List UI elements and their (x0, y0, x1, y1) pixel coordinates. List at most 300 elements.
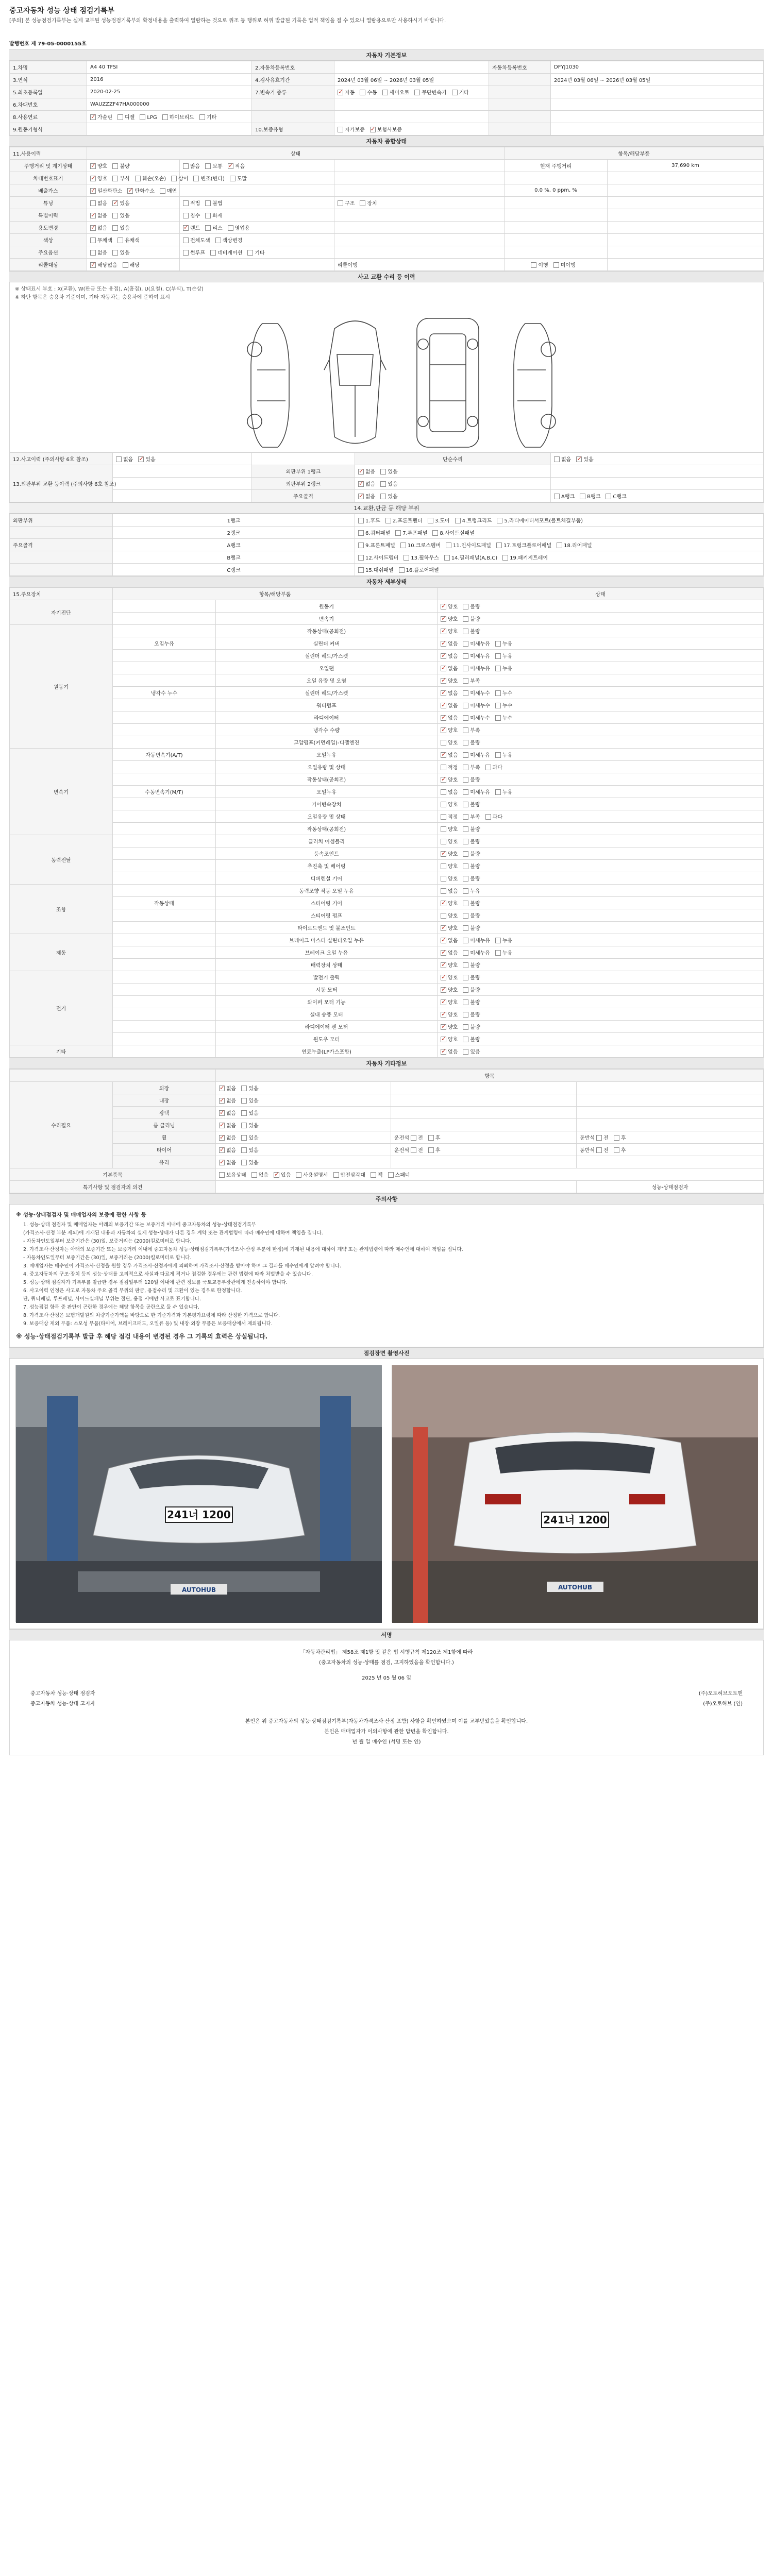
table-row (10, 637, 764, 650)
status-options (438, 984, 764, 996)
checkbox-option[interactable] (463, 963, 480, 969)
checkbox-option[interactable] (441, 988, 458, 993)
checkbox-icon (463, 814, 468, 820)
row-label: 내장 (113, 1094, 216, 1107)
checkbox-option[interactable] (385, 518, 423, 524)
checkbox-option[interactable] (463, 617, 480, 622)
detail-part: 작동상태(공회전) (216, 823, 438, 835)
checkbox-option[interactable] (495, 654, 512, 659)
checkbox-option[interactable] (247, 250, 264, 256)
checkbox-option[interactable] (463, 679, 480, 684)
checkbox-option[interactable] (441, 716, 458, 721)
checkbox-option[interactable] (395, 531, 427, 536)
checkbox-option[interactable] (90, 238, 112, 244)
field-value: DFYJ1030 (551, 61, 764, 74)
detail-part: 작동상태(공회전) (216, 773, 438, 786)
checkbox-option[interactable] (495, 951, 512, 956)
checkbox-option[interactable] (441, 864, 458, 870)
checkbox-option[interactable] (463, 864, 480, 870)
checkbox-option[interactable] (358, 518, 380, 524)
detail-part: 실린더 헤드/가스켓 (216, 650, 438, 662)
checkbox-option[interactable] (160, 189, 177, 194)
checkbox-option[interactable] (219, 1148, 236, 1154)
checkbox-option[interactable] (531, 263, 548, 268)
checkbox-option[interactable] (463, 913, 480, 919)
checkbox-option[interactable] (596, 1148, 609, 1154)
checkbox-option[interactable] (441, 765, 458, 771)
checkbox-option[interactable] (404, 555, 439, 561)
checkbox-option[interactable] (614, 1136, 626, 1141)
checkbox-option[interactable] (441, 926, 458, 931)
checkbox-icon (463, 715, 468, 721)
checkbox-option[interactable] (485, 815, 502, 820)
checkbox-option[interactable] (441, 852, 458, 857)
checkbox-option[interactable] (205, 226, 222, 231)
status-options (334, 234, 505, 246)
checkbox-option[interactable] (358, 469, 375, 475)
checkbox-option[interactable] (140, 115, 157, 121)
checkbox-option[interactable] (463, 753, 490, 758)
checkbox-label: 구조 (345, 201, 355, 207)
checkbox-option[interactable] (116, 457, 133, 463)
checkbox-option[interactable] (485, 765, 502, 771)
table-row (10, 761, 764, 773)
status-options (438, 1021, 764, 1033)
detail-sub (113, 1033, 216, 1045)
checkbox-option[interactable] (441, 703, 458, 709)
checkbox-option[interactable] (370, 127, 402, 133)
checkbox-option[interactable] (90, 115, 112, 121)
checkbox-icon (441, 690, 446, 696)
checkbox-option[interactable] (380, 482, 397, 487)
checkbox-option[interactable] (371, 1173, 383, 1178)
checkbox-option[interactable] (171, 176, 188, 182)
checkbox-option[interactable] (557, 543, 592, 549)
checkbox-option[interactable] (251, 1173, 268, 1178)
checkbox-option[interactable] (441, 802, 458, 808)
checkbox-option[interactable] (358, 555, 398, 561)
checkbox-icon (495, 789, 501, 795)
checkbox-option[interactable] (441, 777, 458, 783)
checkbox-icon (441, 752, 446, 758)
checkbox-option[interactable] (411, 1148, 423, 1154)
checkbox-option[interactable] (441, 1025, 458, 1030)
checkbox-option[interactable] (463, 926, 480, 931)
checkbox-option[interactable] (228, 164, 245, 170)
detail-part: 오일유량 및 상태 (216, 810, 438, 823)
checkbox-option[interactable] (463, 975, 480, 981)
checkbox-icon (205, 200, 211, 206)
checkbox-label: 누유 (502, 641, 513, 647)
checkbox-option[interactable] (463, 703, 490, 709)
checkbox-icon (463, 863, 468, 869)
checkbox-option[interactable] (199, 115, 216, 121)
checkbox-option[interactable] (358, 568, 394, 573)
checkbox-option[interactable] (274, 1173, 291, 1178)
checkbox-option[interactable] (219, 1111, 236, 1116)
checkbox-icon (463, 1012, 468, 1018)
checkbox-option[interactable] (117, 238, 140, 244)
row-label: 12.사고이력 (주의사항 6호 참조) (10, 453, 113, 465)
checkbox-option[interactable] (358, 482, 375, 487)
checkbox-icon (296, 1172, 301, 1178)
checkbox-icon (485, 814, 491, 820)
checkbox-icon (495, 690, 501, 696)
detail-sub: 오일누유 (113, 637, 216, 650)
checkbox-option[interactable] (135, 176, 166, 182)
checkbox-option[interactable] (463, 815, 480, 820)
checkbox-option[interactable] (614, 1148, 626, 1154)
checkbox-option[interactable] (495, 703, 512, 709)
checkbox-option[interactable] (219, 1086, 236, 1092)
checkbox-option[interactable] (127, 189, 155, 194)
checkbox-option[interactable] (553, 263, 576, 268)
checkbox-option[interactable] (183, 201, 200, 207)
checkbox-option[interactable] (219, 1173, 246, 1178)
caution-line: 2. 가격조사·산정자는 아래의 보증기간 또는 보증거리 이내에 중고자동차 성능·상태점검기록부(가격조사·산정 부분에 한정)에 기재된 내용에 대하여 계약 또는 관계법령에 따라 매수인에 대하여 책임을 집니다. (23, 1247, 463, 1252)
checkbox-option[interactable] (441, 666, 458, 672)
checkbox-option[interactable] (463, 938, 490, 944)
parts-rank: B랭크 (113, 551, 355, 564)
checkbox-option[interactable] (441, 963, 458, 969)
checkbox-option[interactable] (90, 213, 107, 219)
detail-sub (113, 724, 216, 736)
checkbox-option[interactable] (495, 716, 512, 721)
checkbox-option[interactable] (463, 666, 490, 672)
checkbox-option[interactable] (411, 1136, 423, 1141)
checkbox-option[interactable] (596, 1136, 609, 1141)
checkbox-option[interactable] (112, 201, 129, 207)
field-value (334, 123, 489, 135)
checkbox-option[interactable] (296, 1173, 328, 1178)
checkbox-option[interactable] (241, 1136, 258, 1141)
checkbox-option[interactable] (441, 815, 458, 820)
status-options (334, 246, 505, 259)
checkbox-label: 부족 (470, 728, 480, 734)
checkbox-option[interactable] (112, 164, 129, 170)
checkbox-option[interactable] (446, 543, 491, 549)
checkbox-option[interactable] (380, 469, 397, 475)
checkbox-option[interactable] (360, 90, 377, 96)
checkbox-option[interactable] (428, 518, 450, 524)
checkbox-option[interactable] (441, 740, 458, 746)
checkbox-option[interactable] (463, 988, 480, 993)
checkbox-option[interactable] (338, 90, 355, 96)
checkbox-option[interactable] (183, 213, 200, 219)
checkbox-option[interactable] (495, 753, 512, 758)
checkbox-label: 불량 (470, 913, 480, 919)
checkbox-option[interactable] (90, 250, 107, 256)
checkbox-option[interactable] (205, 164, 222, 170)
checkbox-option[interactable] (463, 790, 490, 795)
checkbox-option[interactable] (90, 176, 107, 182)
parts-group: 외판부위 (10, 514, 113, 527)
checkbox-option[interactable] (90, 226, 107, 231)
checkbox-label: 불량 (120, 164, 130, 170)
checkbox-option[interactable] (554, 494, 575, 500)
checkbox-option[interactable] (452, 90, 469, 96)
checkbox-icon (441, 814, 446, 820)
checkbox-icon (90, 200, 96, 206)
checkbox-option[interactable] (241, 1148, 258, 1154)
status-options (438, 1045, 764, 1058)
detail-part: 실린더 커버 (216, 637, 438, 650)
checkbox-option[interactable] (230, 176, 247, 182)
checkbox-option[interactable] (219, 1098, 236, 1104)
checkbox-option[interactable] (123, 263, 140, 268)
checkbox-label: 없음 (226, 1111, 237, 1116)
checkbox-option[interactable] (90, 263, 117, 268)
row-label: 외장 (113, 1082, 216, 1094)
checkbox-option[interactable] (112, 226, 129, 231)
checkbox-option[interactable] (455, 518, 492, 524)
checkbox-option[interactable] (463, 691, 490, 697)
checkbox-label: 있음 (248, 1136, 259, 1141)
detail-part: 추진축 및 베어링 (216, 860, 438, 872)
checkbox-option[interactable] (388, 1173, 410, 1178)
checkbox-option[interactable] (463, 889, 480, 894)
checkbox-option[interactable] (338, 127, 365, 133)
checkbox-icon (463, 1049, 468, 1055)
checkbox-icon (399, 567, 405, 573)
checkbox-option[interactable] (497, 518, 583, 524)
checkbox-option[interactable] (382, 90, 410, 96)
checkbox-option[interactable] (441, 951, 458, 956)
other-info-table (9, 1069, 764, 1193)
field-value: 2024년 03월 06일 ~ 2026년 03월 05일 (334, 74, 489, 86)
checkbox-option[interactable] (441, 691, 458, 697)
checkbox-option[interactable] (495, 691, 512, 697)
checkbox-option[interactable] (463, 901, 480, 907)
detail-group: 동력전달 (10, 835, 113, 885)
checkbox-option[interactable] (441, 753, 458, 758)
checkbox-label: 미세누수 (470, 703, 490, 709)
checkbox-option[interactable] (463, 728, 480, 734)
checkbox-option[interactable] (441, 901, 458, 907)
checkbox-label: 있음 (248, 1123, 259, 1129)
checkbox-option[interactable] (554, 457, 571, 463)
parts-title: 14.교환,판금 등 해당 부위 (9, 502, 764, 514)
item-note (505, 234, 608, 246)
checkbox-label: 과다 (492, 765, 502, 771)
checkbox-option[interactable] (441, 827, 458, 833)
checkbox-option[interactable] (463, 802, 480, 808)
checkbox-option[interactable] (441, 913, 458, 919)
checkbox-option[interactable] (441, 679, 458, 684)
checkbox-option[interactable] (360, 201, 377, 207)
checkbox-option[interactable] (441, 728, 458, 734)
table-row (10, 259, 764, 271)
checkbox-option[interactable] (441, 629, 458, 635)
table-row (10, 160, 764, 172)
checkbox-option[interactable] (215, 238, 243, 244)
checkbox-option[interactable] (495, 641, 512, 647)
checkbox-option[interactable] (432, 531, 475, 536)
checkbox-option[interactable] (428, 1136, 441, 1141)
checkbox-option[interactable] (463, 604, 480, 610)
checkbox-option[interactable] (358, 543, 395, 549)
checkbox-icon (463, 826, 468, 832)
row-label: 용도변경 (10, 222, 87, 234)
checkbox-option[interactable] (441, 1037, 458, 1043)
checkbox-option[interactable] (441, 938, 458, 944)
checkbox-option[interactable] (117, 115, 135, 121)
checkbox-icon (441, 876, 446, 882)
status-options (438, 662, 764, 674)
checkbox-option[interactable] (441, 975, 458, 981)
checkbox-option[interactable] (205, 213, 222, 219)
checkbox-icon (140, 114, 145, 120)
item-note: 0.0 %, 0 ppm, % (505, 184, 608, 197)
checkbox-option[interactable] (219, 1160, 236, 1166)
checkbox-label: 누유 (502, 666, 513, 672)
checkbox-option[interactable] (463, 641, 490, 647)
checkbox-option[interactable] (463, 716, 490, 721)
checkbox-option[interactable] (338, 201, 355, 207)
checkbox-label: 해당없음 (97, 263, 117, 268)
checkbox-option[interactable] (183, 226, 200, 231)
item-note (505, 197, 608, 209)
checkbox-option[interactable] (441, 839, 458, 845)
checkbox-option[interactable] (495, 938, 512, 944)
checkbox-option[interactable] (441, 1000, 458, 1006)
checkbox-label: 4.트렁크리드 (462, 518, 492, 524)
checkbox-option[interactable] (463, 1049, 480, 1055)
checkbox-option[interactable] (138, 457, 155, 463)
checkbox-icon (338, 127, 343, 132)
checkbox-option[interactable] (441, 889, 458, 894)
detail-part: 연료누출(LP가스포함) (216, 1045, 438, 1058)
checkbox-label: 있음 (120, 213, 130, 219)
checkbox-icon (441, 839, 446, 844)
checkbox-option[interactable] (463, 629, 480, 635)
detail-sub (113, 946, 216, 959)
checkbox-option[interactable] (463, 1025, 480, 1030)
parts-rank: C랭크 (113, 564, 355, 576)
checkbox-option[interactable] (183, 164, 200, 170)
checkbox-option[interactable] (414, 90, 446, 96)
checkbox-option[interactable] (380, 494, 397, 500)
checkbox-option[interactable] (162, 115, 194, 121)
checkbox-option[interactable] (441, 604, 458, 610)
checkbox-option[interactable] (441, 1012, 458, 1018)
checkbox-option[interactable] (463, 1000, 480, 1006)
checkbox-option[interactable] (441, 617, 458, 622)
checkbox-option[interactable] (463, 1037, 480, 1043)
column-header: 15.주요장치 (10, 588, 113, 600)
checkbox-option[interactable] (495, 790, 512, 795)
table-row (10, 74, 764, 86)
checkbox-option[interactable] (183, 238, 210, 244)
status-options (438, 971, 764, 984)
checkbox-option[interactable] (576, 457, 593, 463)
checkbox-option[interactable] (90, 201, 107, 207)
checkbox-option[interactable] (463, 654, 490, 659)
checkbox-option[interactable] (441, 876, 458, 882)
detail-sub (113, 823, 216, 835)
checkbox-icon (463, 938, 468, 943)
checkbox-option[interactable] (441, 654, 458, 659)
checkbox-option[interactable] (358, 531, 390, 536)
checkbox-option[interactable] (463, 876, 480, 882)
checkbox-label: A랭크 (561, 494, 575, 500)
checkbox-option[interactable] (496, 543, 551, 549)
row-label: 13.외판부위 교환 등이력 (주의사항 6호 참조) (10, 465, 113, 502)
checkbox-option[interactable] (400, 543, 441, 549)
checkbox-label: 불량 (470, 926, 480, 931)
checkbox-option[interactable] (580, 494, 600, 500)
checkbox-option[interactable] (112, 176, 129, 182)
table-row (10, 625, 764, 637)
checkbox-label: 전 (418, 1136, 423, 1141)
checkbox-option[interactable] (428, 1148, 441, 1154)
checkbox-option[interactable] (399, 568, 439, 573)
checkbox-option[interactable] (241, 1086, 258, 1092)
checkbox-option[interactable] (463, 765, 480, 771)
item-value (608, 172, 764, 184)
checkbox-option[interactable] (219, 1123, 236, 1129)
checkbox-option[interactable] (210, 250, 242, 256)
checkbox-option[interactable] (333, 1173, 365, 1178)
detail-part: 작동상태(공회전) (216, 625, 438, 637)
checkbox-option[interactable] (463, 1012, 480, 1018)
status-options (438, 1033, 764, 1045)
checkbox-option[interactable] (463, 852, 480, 857)
checkbox-option[interactable] (205, 201, 222, 207)
checkbox-icon (463, 752, 468, 758)
checkbox-icon (219, 1098, 225, 1104)
checkbox-option[interactable] (606, 494, 626, 500)
checkbox-option[interactable] (463, 740, 480, 746)
checkbox-option[interactable] (444, 555, 497, 561)
detail-part: 등속조인트 (216, 848, 438, 860)
checkbox-icon (495, 938, 501, 943)
checkbox-option[interactable] (463, 827, 480, 833)
checkbox-option[interactable] (463, 777, 480, 783)
checkbox-option[interactable] (90, 189, 122, 194)
checkbox-icon (463, 666, 468, 671)
checkbox-option[interactable] (112, 213, 129, 219)
checkbox-icon (441, 863, 446, 869)
checkbox-label: 자동 (345, 90, 355, 96)
checkbox-option[interactable] (441, 790, 458, 795)
checkbox-option[interactable] (90, 164, 107, 170)
checkbox-icon (112, 163, 118, 169)
checkbox-option[interactable] (502, 555, 548, 561)
checkbox-option[interactable] (112, 250, 129, 256)
checkbox-option[interactable] (495, 666, 512, 672)
checkbox-option[interactable] (193, 176, 224, 182)
checkbox-option[interactable] (241, 1160, 258, 1166)
checkbox-option[interactable] (241, 1098, 258, 1104)
checkbox-icon (210, 250, 216, 256)
field-label (252, 111, 334, 123)
checkbox-option[interactable] (463, 951, 490, 956)
checkbox-option[interactable] (228, 226, 250, 231)
checkbox-option[interactable] (219, 1136, 236, 1141)
checkbox-option[interactable] (463, 839, 480, 845)
checkbox-option[interactable] (441, 641, 458, 647)
checkbox-option[interactable] (441, 1049, 458, 1055)
checkbox-option[interactable] (241, 1111, 258, 1116)
checkbox-option[interactable] (358, 494, 375, 500)
detail-group: 원동기 (10, 625, 113, 749)
status-options (355, 490, 551, 502)
checkbox-label: 양호 (448, 975, 458, 981)
status-options (438, 600, 764, 613)
checkbox-option[interactable] (241, 1123, 258, 1129)
checkbox-option[interactable] (183, 250, 205, 256)
